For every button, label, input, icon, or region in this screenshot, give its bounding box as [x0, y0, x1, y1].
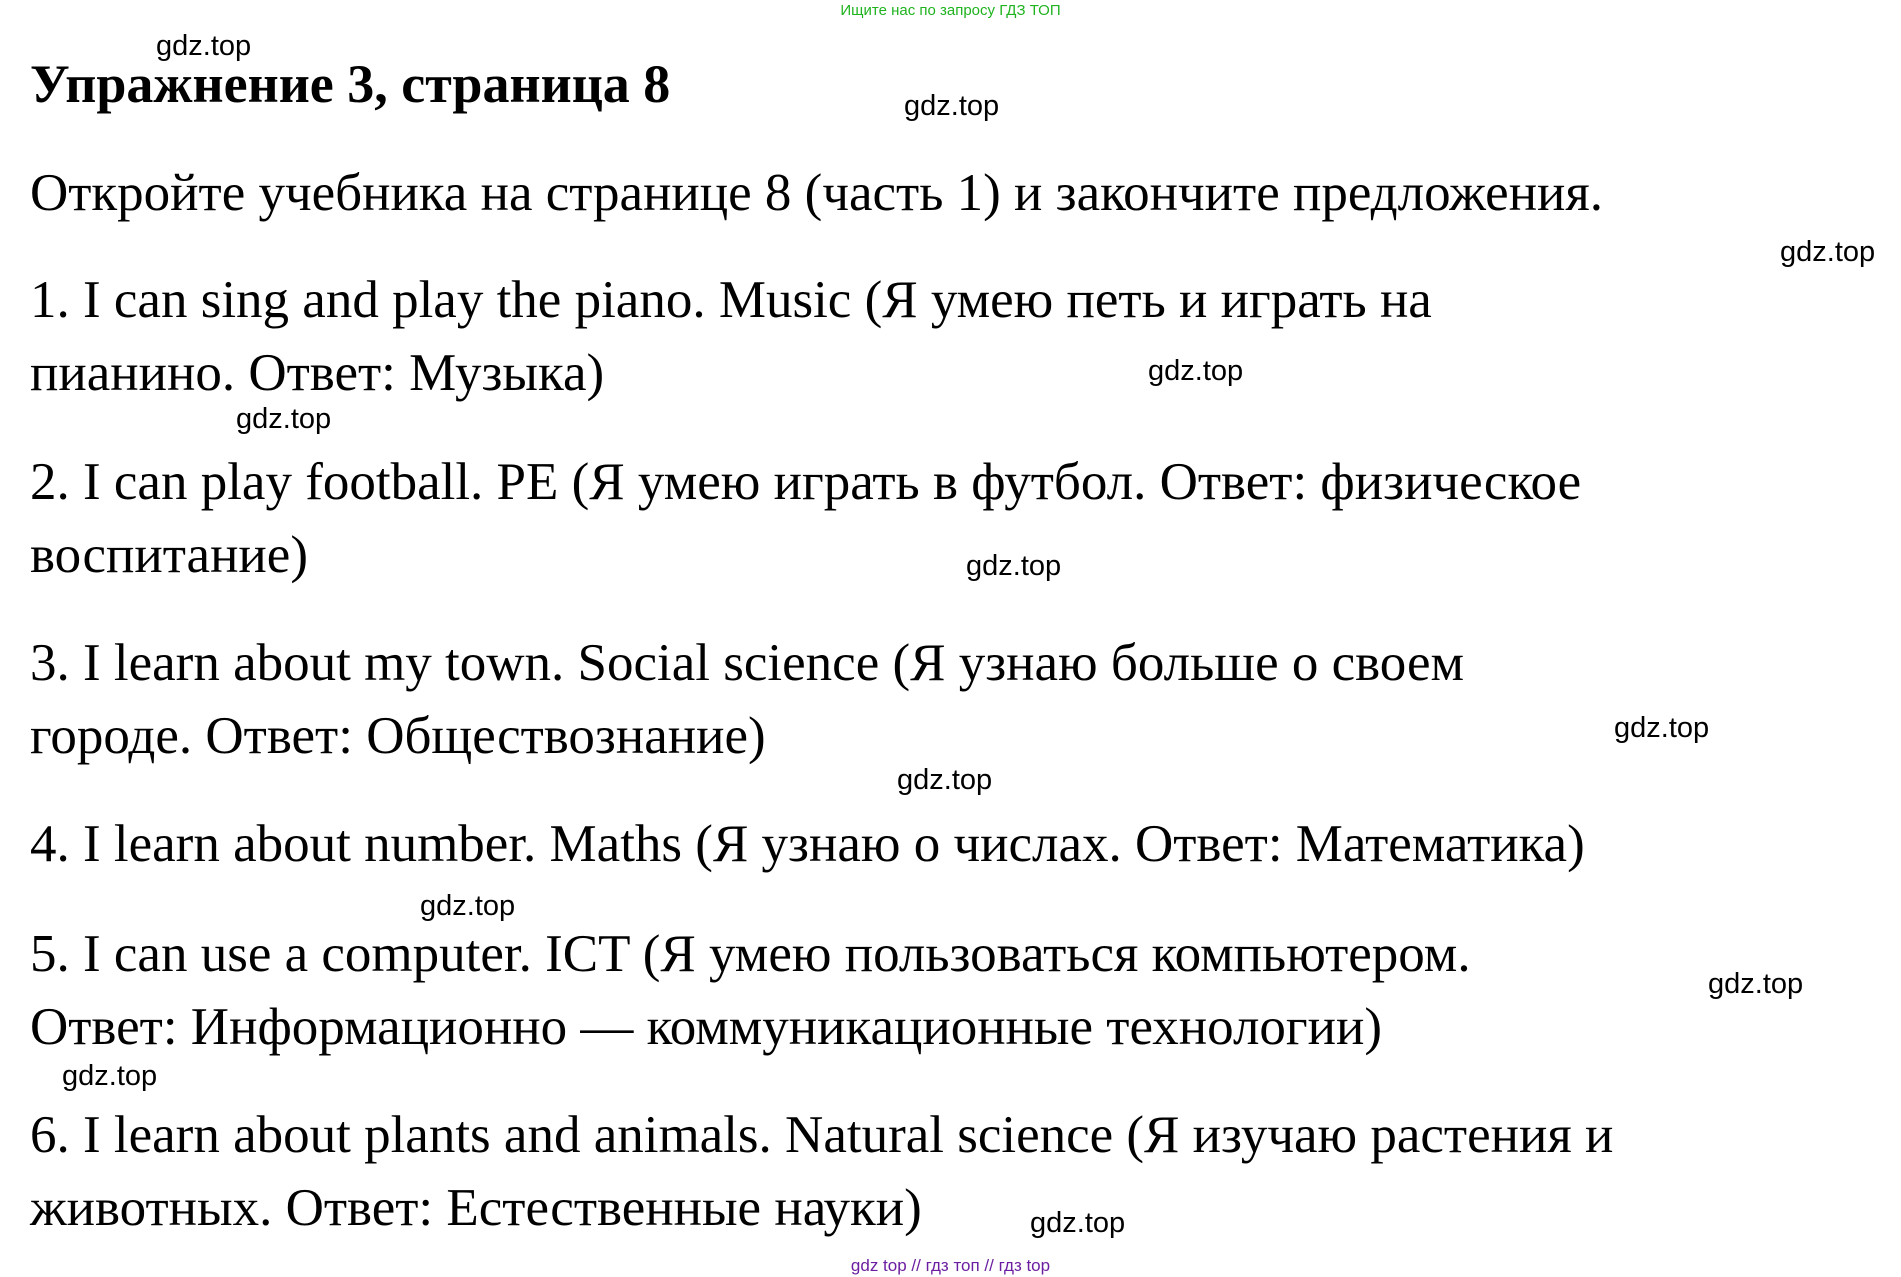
answer-line: 5. I can use a computer. ICT (Я умею пользоваться компьютером. — [30, 925, 1471, 983]
answer-line: пианино. Ответ: Музыка) — [30, 344, 605, 402]
footer-links: gdz top // гдз топ // гдз top — [850, 1256, 1051, 1275]
watermark: gdz.top — [966, 550, 1062, 582]
instruction-text: Откройте учебника на странице 8 (часть 1) и закончите предложения. — [30, 164, 1604, 222]
answer-item-1 — [30, 264, 1432, 410]
watermark: gdz.top — [1780, 236, 1876, 268]
answer-line: животных. Ответ: Естественные науки) — [30, 1179, 922, 1237]
answer-item-2 — [30, 446, 1581, 592]
watermark: gdz.top — [897, 764, 993, 796]
answer-line: 4. I learn about number. Maths (Я узнаю о числах. Ответ: Математика) — [30, 815, 1585, 873]
answer-line: 3. I learn about my town. Social science (Я узнаю больше о своем — [30, 634, 1465, 692]
exercise-title: Упражнение 3, страница 8 — [30, 54, 671, 114]
watermark: gdz.top — [1148, 355, 1244, 387]
answer-item-3 — [30, 627, 1464, 773]
answer-line: 1. I can sing and play the piano. Music (Я умею петь и играть на — [30, 271, 1432, 329]
top-banner: Ищите нас по запросу ГДЗ ТОП — [840, 2, 1061, 19]
watermark: gdz.top — [1708, 968, 1804, 1000]
watermark: gdz.top — [1030, 1207, 1126, 1239]
watermark: gdz.top — [904, 90, 1000, 122]
answer-item-4 — [30, 808, 1585, 881]
answer-item-5 — [30, 918, 1471, 1064]
answer-line: 6. I learn about plants and animals. Natural science (Я изучаю растения и — [30, 1106, 1614, 1164]
answer-line: городе. Ответ: Обществознание) — [30, 707, 766, 765]
watermark: gdz.top — [1614, 712, 1710, 744]
watermark: gdz.top — [420, 890, 516, 922]
answer-line: воспитание) — [30, 526, 308, 584]
answer-item-6 — [30, 1099, 1613, 1245]
watermark: gdz.top — [236, 403, 332, 435]
watermark: gdz.top — [62, 1060, 158, 1092]
answer-line: Ответ: Информационно — коммуникационные технологии) — [30, 998, 1383, 1056]
watermark: gdz.top — [156, 30, 252, 62]
answer-line: 2. I can play football. PE (Я умею играть в футбол. Ответ: физическое — [30, 453, 1582, 511]
